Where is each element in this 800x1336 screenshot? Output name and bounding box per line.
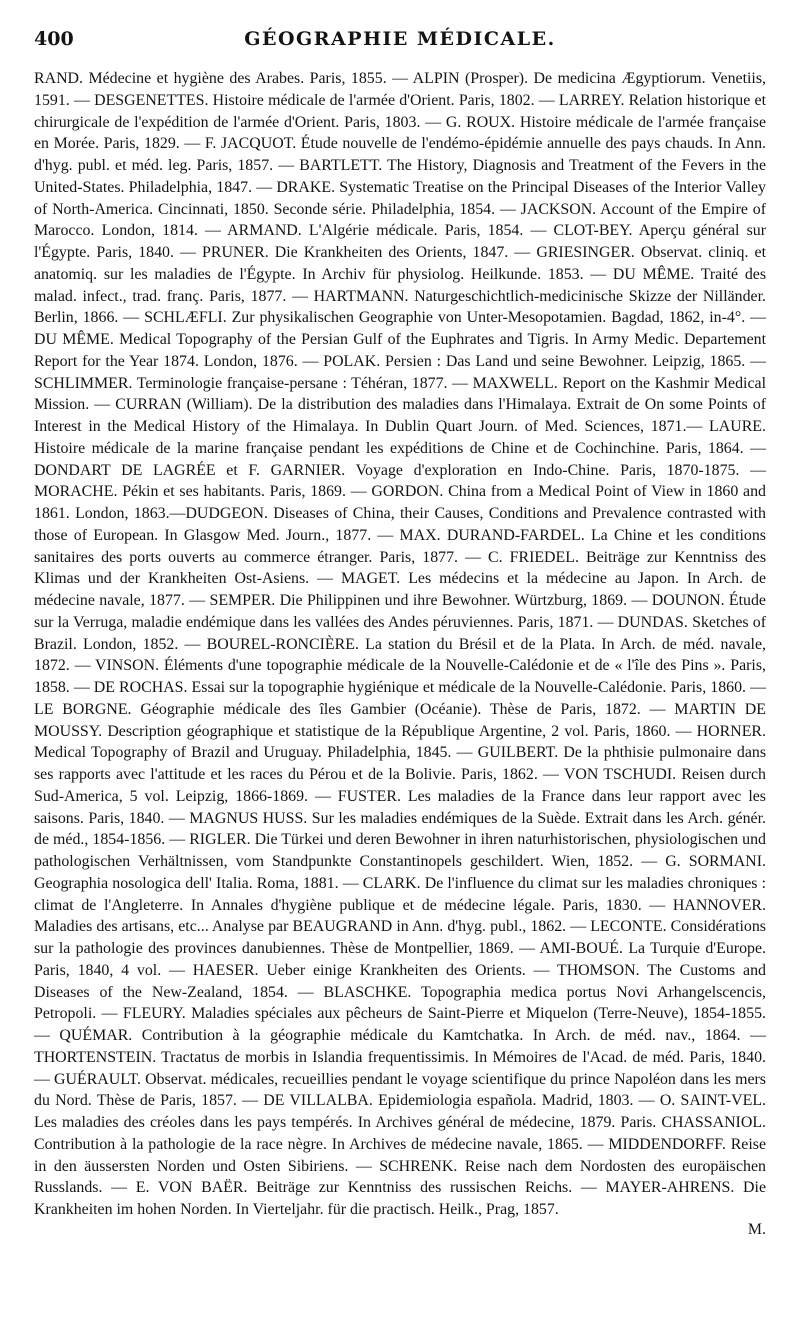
author-initial: M. [747,1220,766,1238]
page-header [34,24,766,60]
bibliography-paragraph: RAND. Médecine et hygiène des Arabes. Paris, 1855. — ALPIN (Prosper). De medicina Ægyptiorum. Venetiis, 1591. — DESGENETTES. Histoire médicale de l'armée d'Orient. Paris, 1802. — LARREY. Relation historique et chirurgicale de l'expédition de l'armée d'Orient. Paris, 1803. — G. ROUX. Histoire médicale de l'armée française en Morée. Paris, 1829. — F. JACQUOT. Étude nouvelle de l'endémo-épidémie annuelle des pays chauds. In Ann. d'hyg. publ. et méd. leg. Paris, 1857. — BARTLETT. The History, Diagnosis and Treatment of the Fevers in the United-States. Philadelphia, 1847. — DRAKE. Systematic Treatise on the Principal Diseases of the Interior Valley of North-America. Cincinnati, 1850. Seconde série. Philadelphia, 1854. — JACKSON. Account of the Empire of Marocco. London, 1814. — ARMAND. L'Algérie médicale. Paris, 1854. — CLOT-BEY. Aperçu général sur l'Égypte. Paris, 1840. — PRUNER. Die Krankheiten des Orients, 1847. — GRIESINGER. Observat. cliniq. et anatomiq. sur les maladies de l'Égypte. In Archiv für physiolog. Heilkunde. 1853. — DU MÊME. Traité des malad. infect., trad. franç. Paris, 1877. — HARTMANN. Naturgeschichtlich-medicinische Skizze der Nilländer. Berlin, 1866. — SCHLÆFLI. Zur physikalischen Geographie von Unter-Mesopotamien. Bagdad, 1862, in-4°. — DU MÊME. Medical Topography of the Persian Gulf of the Euphrates and Tigris. In Army Medic. Departement Report for the Year 1874. London, 1876. — POLAK. Persien : Das Land und seine Bewohner. Leipzig, 1865. — SCHLIMMER. Terminologie française-persane : Téhéran, 1877. — MAXWELL. Report on the Kashmir Medical Mission. — CURRAN (William). De la distribution des maladies dans l'Himalaya. Extrait de On some Points of Interest in the Medical History of the Himalaya. In Dublin Quart Journ. of Med. Sciences, 1871.— LAURE. Histoire médicale de la marine française pendant les expéditions de Chine et de Cochinchine. Paris, 1864. — DONDART DE LAGRÉE et F. GARNIER. Voyage d'exploration en Indo-Chine. Paris, 1870-1875. — MORACHE. Pékin et ses habitants. Paris, 1869. — GORDON. China from a Medical Point of View in 1860 and 1861. London, 1863.—DUDGEON. Diseases of China, their Causes, Conditions and Prevalence contrasted with those of European. In Glasgow Med. Journ., 1877. — MAX. DURAND-FARDEL. La Chine et les conditions sanitaires des ports ouverts au commerce étranger. Paris, 1877. — C. FRIEDEL. Beiträge zur Kenntniss des Klimas und der Krankheiten Ost-Asiens. — MAGET. Les médecins et la médecine au Japon. In Arch. de médecine navale, 1877. — SEMPER. Die Philippinen und ihre Bewohner. Würtzburg, 1869. — DOUNON. Étude sur la Verruga, maladie endémique dans les vallées des Andes péruviennes. Paris, 1871. — DUNDAS. Sketches of Brazil. London, 1852. — BOUREL-RONCIÈRE. La station du Brésil et de la Plata. In Arch. de méd. navale, 1872. — VINSON. Éléments d'une topographie médicale de la Nouvelle-Calédonie et de « l'île des Pins ». Paris, 1858. — DE ROCHAS. Essai sur la topographie hygiénique et médicale de la Nouvelle-Calédonie. Paris, 1860. — LE BORGNE. Géographie médicale des îles Gambier (Océanie). Thèse de Paris, 1872. — MARTIN DE MOUSSY. Description géographique et statistique de la République Argentine, 2 vol. Paris, 1860. — HORNER. Medical Topography of Brazil and Uruguay. Philadelphia, 1845. — GUILBERT. De la phthisie pulmonaire dans ses rapports avec l'attitude et les races du Pérou et de la Bolivie. Paris, 1862. — VON TSCHUDI. Reisen durch Sud-America, 5 vol. Leipzig, 1866-1869. — FUSTER. Les maladies de la France dans leur rapport avec les saisons. Paris, 1840. — MAGNUS HUSS. Sur les maladies endémiques de la Suède. Extrait dans les Arch. génér. de méd., 1854-1856. — RIGLER. Die Türkei und deren Bewohner in ihren naturhistorischen, physiologischen und pathologischen Verhältnissen, vom Standpunkte Constantinopels geschildert. Wien, 1852. — G. SORMANI. Geographia nosologica dell' Italia. Roma, 1881. — CLARK. De l'influence du climat sur les maladies chroniques : climat de l'Angleterre. In Annales d'hygiène publique et de médecine légale. Paris, 1830. — HANNOVER. Maladies des artisans, etc... Analyse par BEAUGRAND in Ann. d'hyg. publ., 1862. — LECONTE. Considérations sur la pathologie des provinces danubiennes. Thèse de Montpellier, 1869. — AMI-BOUÉ. La Turquie d'Europe. Paris, 1840, 4 vol. — HAESER. Ueber einige Krankheiten des Orients. — THOMSON. The Customs and Diseases of the New-Zealand, 1854. — BLASCHKE. Topographia medica portus Novi Arhangelscencis, Petropoli. — FLEURY. Maladies spéciales aux pêcheurs de Saint-Pierre et Miquelon (Terre-Neuve), 1854-1855. — QUÉMAR. Contribution à la géographie médicale du Kamtchatka. In Arch. de méd. nav., 1864. — THORTENSTEIN. Tractatus de morbis in Islandia frequentissimis. In Mémoires de l'Acad. de méd. Paris, 1840. — GUÉRAULT. Observat. médicales, recueillies pendant le voyage scientifique du prince Napoléon dans les mers du Nord. Thèse de Paris, 1857. — DE VILLALBA. Epidemiologia española. Madrid, 1803. — O. SAINT-VEL. Les maladies des créoles dans les pays tempérés. In Archives général de médecine, 1879. Paris. CHASSANIOL. Contribution à la pathologie de la race nègre. In Archives de médecine navale, 1865. — MIDDENDORFF. Reise in den äussersten Norden und Osten Sibiriens. — SCHRENK. Reise nach dem Nordosten des europäischen Russlands. — E. VON BAËR. Beiträge zur Kenntniss des russischen Reichs. — MAYER-AHRENS. Die Krankheiten im hohen Norden. In Vierteljahr. für die practisch. Heilk., Prag, 1857. [34,70,766,1218]
running-title: GÉOGRAPHIE MÉDICALE. [244,28,556,50]
page-number: 400 [34,28,74,50]
bibliography-text [34,68,766,1221]
